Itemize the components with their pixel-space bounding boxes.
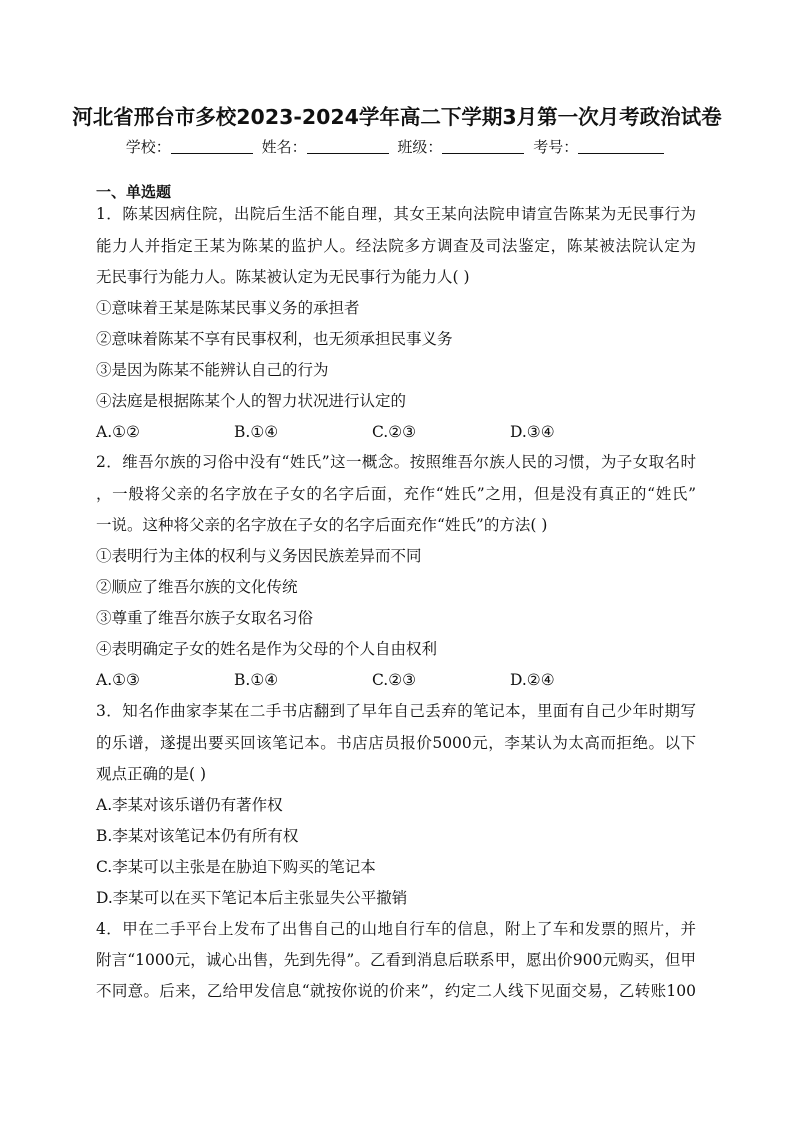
section-title: 一、单选题 (96, 183, 172, 201)
class-blank[interactable] (442, 139, 524, 154)
q1-option-c[interactable]: C.②③ (372, 423, 417, 441)
q3-stem-line-2: 的乐谱，遂提出要买回该笔记本。书店店员报价5000元，李某认为太高而拒绝。以下 (96, 734, 696, 752)
q3-option-d[interactable]: D.李某可以在买下笔记本后主张显失公平撤销 (96, 889, 408, 907)
q1-statement-2: ②意味着陈某不享有民事权利，也无须承担民事义务 (96, 330, 453, 348)
q2-statement-2: ②顺应了维吾尔族的文化传统 (96, 578, 298, 596)
q3-option-c[interactable]: C.李某可以主张是在胁迫下购买的笔记本 (96, 858, 376, 876)
q3-option-b[interactable]: B.李某对该笔记本仍有所有权 (96, 827, 299, 845)
q2-stem-line-2: ，一般将父亲的名字放在子女的名字后面，充作“姓氏”之用，但是没有真正的“姓氏” (96, 485, 696, 503)
q2-stem-line-3: 一说。这种将父亲的名字放在子女的名字后面充作“姓氏”的方法( ) (96, 516, 548, 534)
name-blank[interactable] (307, 139, 389, 154)
q1-statement-4: ④法庭是根据陈某个人的智力状况进行认定的 (96, 392, 407, 410)
class-label: 班级： (397, 138, 443, 156)
q1-option-a[interactable]: A.①② (96, 423, 140, 441)
q1-option-d[interactable]: D.③④ (510, 423, 555, 441)
q1-stem-line-3: 无民事行为能力人。陈某被认定为无民事行为能力人( ) (96, 268, 470, 286)
q4-stem-line-3: 不同意。后来，乙给甲发信息“就按你说的价来”，约定二人线下见面交易，乙转账100 (96, 982, 696, 1000)
id-blank[interactable] (578, 139, 664, 154)
q2-statement-3: ③尊重了维吾尔族子女取名习俗 (96, 609, 314, 627)
q1-stem-line-1: 1．陈某因病住院，出院后生活不能自理，其女王某向法院申请宣告陈某为无民事行为 (96, 205, 696, 223)
q1-option-b[interactable]: B.①④ (234, 423, 279, 441)
q2-stem-line-1: 2．维吾尔族的习俗中没有“姓氏”这一概念。按照维吾尔族人民的习惯，为子女取名时 (96, 453, 696, 471)
q2-option-a[interactable]: A.①③ (96, 671, 140, 689)
q2-option-d[interactable]: D.②④ (510, 671, 555, 689)
q2-option-b[interactable]: B.①④ (234, 671, 279, 689)
school-label: 学校： (125, 138, 171, 156)
q1-statement-1: ①意味着王某是陈某民事义务的承担者 (96, 299, 360, 317)
q2-option-c[interactable]: C.②③ (372, 671, 417, 689)
q3-option-a[interactable]: A.李某对该乐谱仍有著作权 (96, 796, 283, 814)
id-label: 考号： (533, 138, 579, 156)
q2-statement-4: ④表明确定子女的姓名是作为父母的个人自由权利 (96, 640, 438, 658)
name-label: 姓名： (261, 138, 307, 156)
q3-stem-line-3: 观点正确的是( ) (96, 765, 207, 783)
q3-stem-line-1: 3．知名作曲家李某在二手书店翻到了早年自己丢弃的笔记本，里面有自己少年时期写 (96, 702, 696, 720)
q1-statement-3: ③是因为陈某不能辨认自己的行为 (96, 361, 329, 379)
exam-title: 河北省邢台市多校2023-2024学年高二下学期3月第一次月考政治试卷 (72, 105, 722, 129)
q1-stem-line-2: 能力人并指定王某为陈某的监护人。经法院多方调查及司法鉴定，陈某被法院认定为 (96, 237, 696, 255)
q4-stem-line-2: 附言“1000元，诚心出售，先到先得”。乙看到消息后联系甲，愿出价900元购买，但甲 (96, 951, 696, 969)
school-blank[interactable] (171, 139, 253, 154)
q4-stem-line-1: 4．甲在二手平台上发布了出售自己的山地自行车的信息，附上了车和发票的照片，并 (96, 920, 696, 938)
q2-statement-1: ①表明行为主体的权利与义务因民族差异而不同 (96, 547, 422, 565)
student-info-row (0, 136, 794, 157)
